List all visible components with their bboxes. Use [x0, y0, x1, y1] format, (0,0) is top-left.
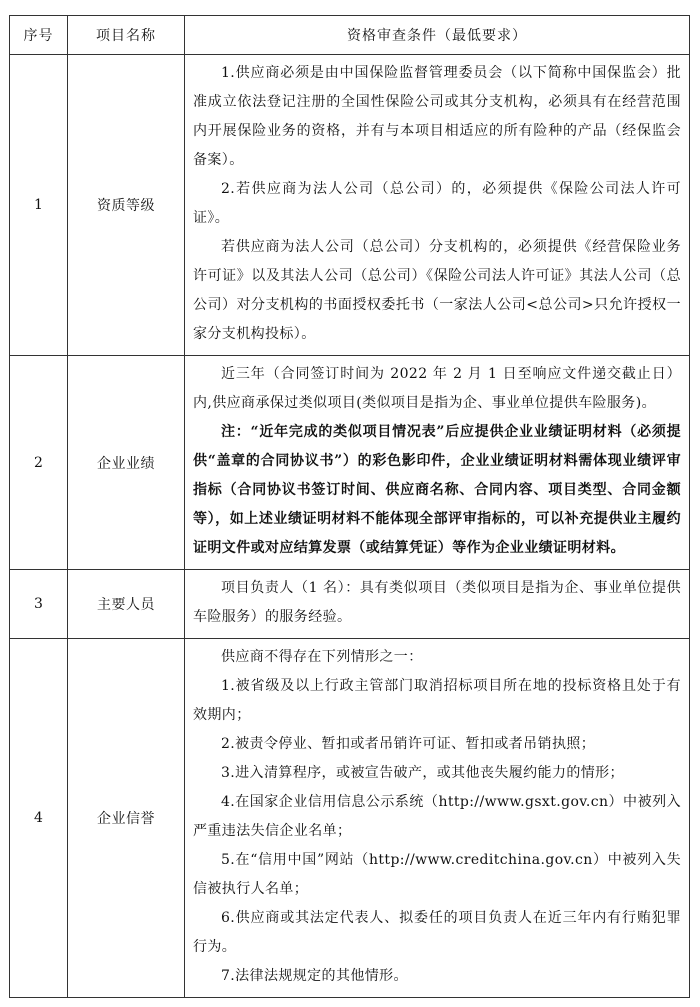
- row-number: 1: [10, 55, 68, 356]
- row-item-name: 企业业绩: [68, 356, 185, 570]
- row-item-name: 资质等级: [68, 55, 185, 356]
- requirement-note-bold: 注：“近年完成的类似项目情况表”后应提供企业业绩证明材料（必须提供“盖章的合同协议书”）的彩色影印件，企业业绩证明材料需体现业绩评审指标（合同协议书签订时间、供应商名称、合同内容、项目类型、合同金额等），如上述业绩证明材料不能体现全部评审指标的，可以补充提供业主履约证明文件或对应结算发票（或结算凭证）等作为企业业绩证明材料。: [193, 424, 681, 556]
- row-item-name: 企业信誉: [68, 639, 185, 998]
- requirement-paragraph: 供应商不得存在下列情形之一：: [221, 649, 423, 665]
- requirement-paragraph: 5.在“信用中国”网站（http://www.creditchina.gov.cn）中被列入失信被执行人名单；: [193, 852, 681, 897]
- requirement-paragraph: 4.在国家企业信用信息公示系统（http://www.gsxt.gov.cn）中被列入严重违法失信企业名单；: [193, 794, 681, 839]
- row-number: 3: [10, 570, 68, 639]
- table-row: [10, 570, 690, 639]
- requirement-paragraph: 2.被责令停业、暂扣或者吊销许可证、暂扣或者吊销执照；: [221, 736, 596, 752]
- row-requirements: [185, 570, 690, 639]
- header-item-name: 项目名称: [68, 16, 185, 55]
- requirement-paragraph: 项目负责人（1 名）：具有类似项目（类似项目是指为企、事业单位提供车险服务）的服务经验。: [193, 580, 681, 625]
- requirement-paragraph: 6.供应商或其法定代表人、拟委任的项目负责人在近三年内有行贿犯罪行为。: [193, 910, 681, 955]
- requirement-paragraph: 若供应商为法人公司（总公司）分支机构的，必须提供《经营保险业务许可证》以及其法人公司（总公司）《保险公司法人许可证》其法人公司（总公司）对分支机构的书面授权委托书（一家法人公司<总公司>只允许授权一家分支机构投标）。: [193, 239, 681, 342]
- table-row: [10, 55, 690, 356]
- row-requirements: [185, 55, 690, 356]
- header-requirements: 资格审查条件（最低要求）: [185, 16, 690, 55]
- row-requirements: [185, 639, 690, 998]
- table-row: [10, 356, 690, 570]
- requirement-paragraph: 7.法律法规规定的其他情形。: [221, 968, 408, 984]
- header-no: 序号: [10, 16, 68, 55]
- row-requirements: [185, 356, 690, 570]
- requirement-paragraph: 2.若供应商为法人公司（总公司）的，必须提供《保险公司法人许可证》。: [193, 181, 681, 226]
- row-item-name: 主要人员: [68, 570, 185, 639]
- row-number: 4: [10, 639, 68, 998]
- requirement-paragraph: 1.被省级及以上行政主管部门取消招标项目所在地的投标资格且处于有效期内；: [193, 678, 681, 723]
- table-row: [10, 639, 690, 998]
- row-number: 2: [10, 356, 68, 570]
- table-header-row: [10, 16, 690, 55]
- requirement-paragraph: 1.供应商必须是由中国保险监督管理委员会（以下简称中国保监会）批准成立依法登记注册的全国性保险公司或其分支机构，必须具有在经营范围内开展保险业务的资格，并有与本项目相适应的所有险种的产品（经保监会备案）。: [193, 65, 681, 168]
- qualification-table: [9, 15, 690, 998]
- requirement-paragraph: 3.进入清算程序，或被宣告破产，或其他丧失履约能力的情形；: [221, 765, 624, 781]
- requirement-paragraph: 近三年（合同签订时间为 2022 年 2 月 1 日至响应文件递交截止日）内,供应商承保过类似项目(类似项目是指为企、事业单位提供车险服务)。: [193, 366, 681, 411]
